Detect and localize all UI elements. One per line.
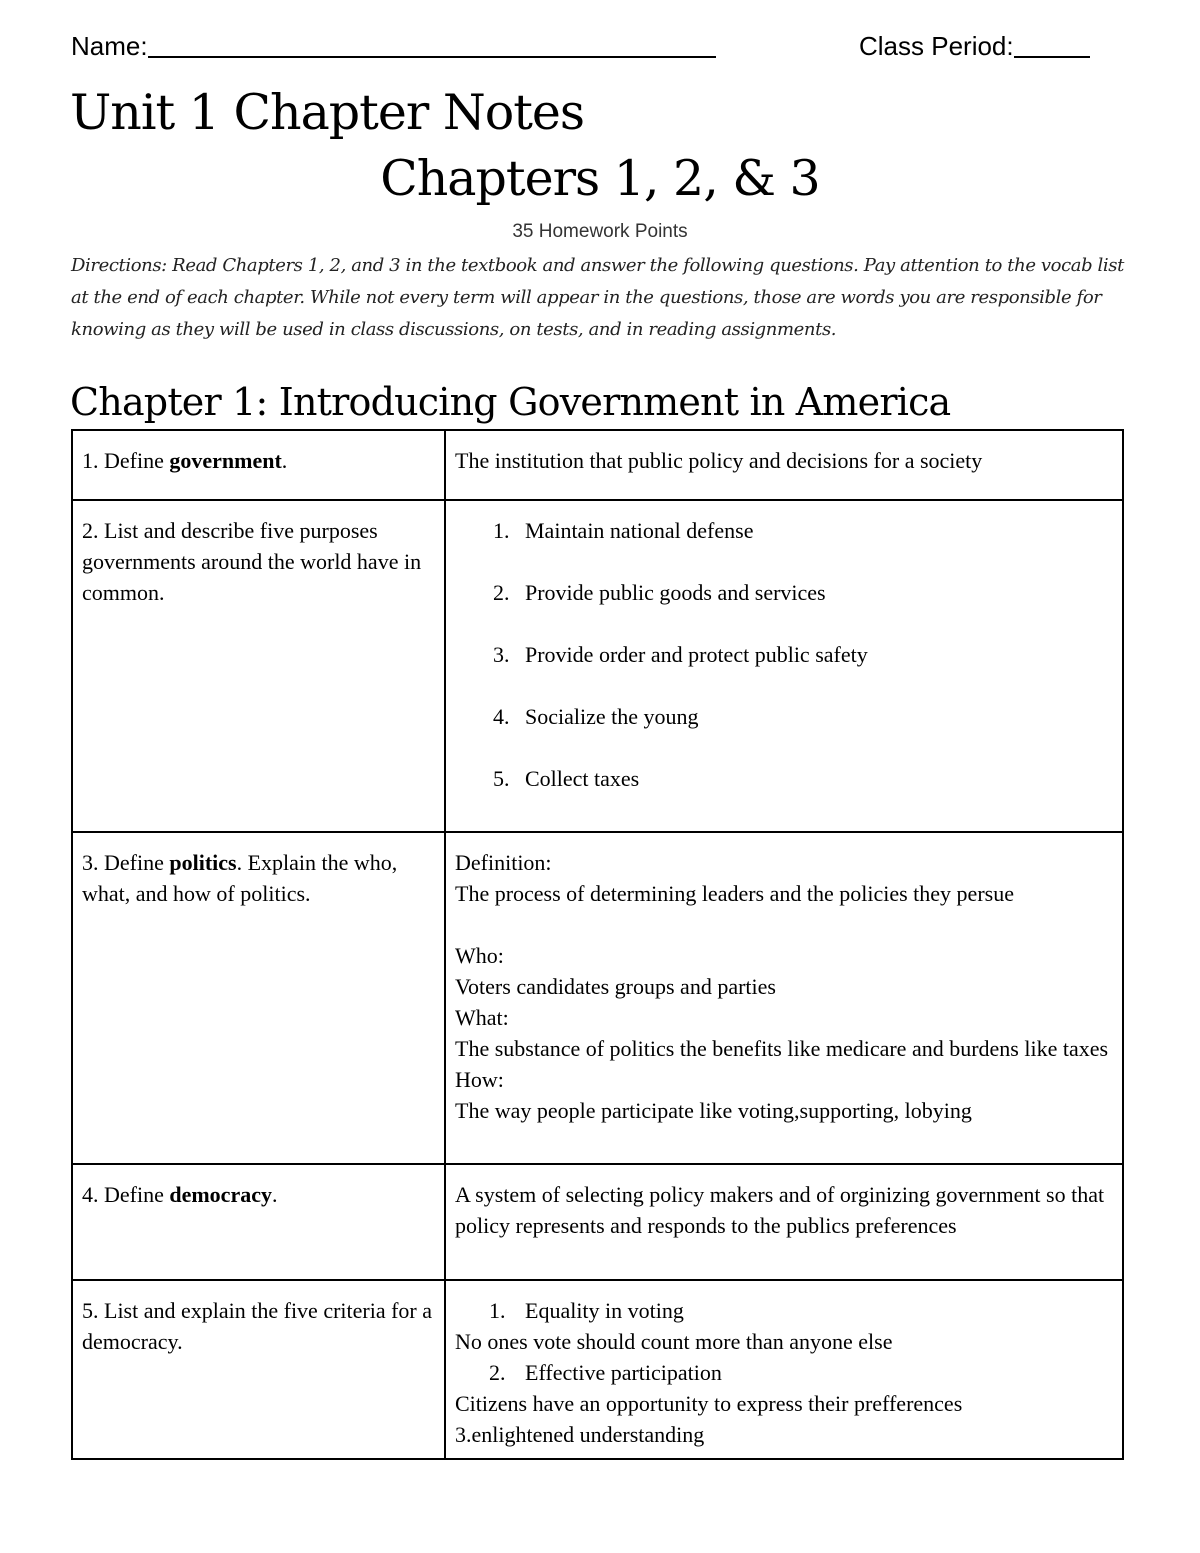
list-item: 2. Provide public goods and services bbox=[515, 577, 1112, 608]
question-cell-5: 5. List and explain the five criteria for a democracy. bbox=[72, 1280, 445, 1459]
name-field bbox=[71, 30, 716, 62]
list-item: 1. Maintain national defense bbox=[515, 515, 1112, 546]
table-row bbox=[72, 1164, 1123, 1280]
table-row bbox=[72, 500, 1123, 832]
what-label: What: bbox=[455, 1005, 509, 1030]
criteria-item-1: 1. Equality in voting bbox=[489, 1298, 684, 1323]
table-row bbox=[72, 1280, 1123, 1459]
criteria-item-2: 2. Effective participation bbox=[489, 1360, 722, 1385]
term-government: government bbox=[169, 448, 282, 473]
how-label: How: bbox=[455, 1067, 504, 1092]
table-row bbox=[72, 430, 1123, 500]
term-politics: politics bbox=[169, 850, 237, 875]
homework-points: 35 Homework Points bbox=[512, 221, 688, 242]
page-title: Unit 1 Chapter Notes bbox=[70, 84, 585, 141]
class-period-field bbox=[859, 30, 1090, 62]
definition-text: The process of determining leaders and the policies they persue bbox=[455, 881, 1014, 906]
page-subtitle: Chapters 1, 2, & 3 bbox=[380, 150, 820, 207]
who-text: Voters candidates groups and parties bbox=[455, 974, 776, 999]
list-item: 4. Socialize the young bbox=[515, 701, 1112, 732]
answer-cell-1[interactable]: The institution that public policy and decisions for a society bbox=[445, 430, 1123, 500]
list-item: 3. Provide order and protect public safety bbox=[515, 639, 1112, 670]
answer-cell-2[interactable] bbox=[445, 500, 1123, 832]
table-row bbox=[72, 832, 1123, 1164]
what-text: The substance of politics the benefits like medicare and burdens like taxes bbox=[455, 1036, 1109, 1061]
criteria-item-3: 3.enlightened understanding bbox=[455, 1422, 705, 1447]
question-cell-4: 4. Define democracy. bbox=[72, 1164, 445, 1280]
who-label: Who: bbox=[455, 943, 504, 968]
purposes-list bbox=[455, 515, 1112, 794]
name-label: Name: bbox=[71, 31, 148, 61]
answer-cell-5[interactable] bbox=[445, 1280, 1123, 1459]
question-cell-3: 3. Define politics. Explain the who, what, and how of politics. bbox=[72, 832, 445, 1164]
definition-label: Definition: bbox=[455, 850, 552, 875]
term-democracy: democracy bbox=[169, 1182, 272, 1207]
name-blank-line[interactable] bbox=[148, 30, 716, 58]
chapter-1-heading: Chapter 1: Introducing Government in America bbox=[70, 380, 951, 424]
list-item: 5. Collect taxes bbox=[515, 763, 1112, 794]
how-text: The way people participate like voting,supporting, lobying bbox=[455, 1098, 972, 1123]
class-period-blank-line[interactable] bbox=[1014, 30, 1090, 58]
directions-text: Directions: Read Chapters 1, 2, and 3 in the textbook and answer the following questions. Pay attention to the vocab list at the end of each chapter. While not every term will appear in the questions, those are words you are responsible for knowing as they will be used in class discussions, on tests, and in reading assignments. bbox=[71, 255, 1124, 340]
criteria-explain-1: No ones vote should count more than anyone else bbox=[455, 1329, 893, 1354]
question-cell-1: 1. Define government. bbox=[72, 430, 445, 500]
answer-cell-4[interactable]: A system of selecting policy makers and of orginizing government so that policy represents and responds to the publics preferences bbox=[445, 1164, 1123, 1280]
criteria-explain-2: Citizens have an opportunity to express their prefferences bbox=[455, 1391, 963, 1416]
answer-cell-3[interactable] bbox=[445, 832, 1123, 1164]
question-cell-2: 2. List and describe five purposes governments around the world have in common. bbox=[72, 500, 445, 832]
chapter-1-notes-table bbox=[71, 429, 1124, 1460]
class-period-label: Class Period: bbox=[859, 31, 1014, 61]
